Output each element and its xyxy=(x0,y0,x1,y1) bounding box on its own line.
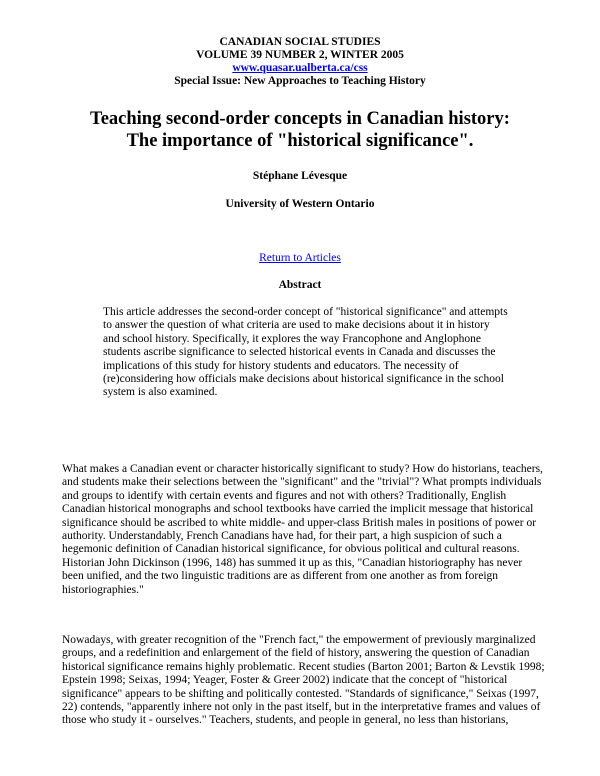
article-title-line2: The importance of "historical significance". xyxy=(126,131,474,151)
journal-url-link[interactable]: www.quasar.ualberta.ca/css xyxy=(232,62,368,74)
journal-volume: VOLUME 39 NUMBER 2, WINTER 2005 xyxy=(196,49,404,61)
abstract-text: This article addresses the second-order concept of "historical significance" and attempts to answer the question of what criteria are used to make decisions about it in history and school history. Specifically, it explores the way Francophone and Anglophone students ascribe significance to selected historical events in Canada and discusses the implications of this study for history students and educators. The necessity of (re)considering how officials make decisions about historical significance in the school system is also examined. xyxy=(103,306,508,399)
abstract-heading: Abstract xyxy=(278,279,322,291)
return-to-articles-link[interactable]: Return to Articles xyxy=(259,252,341,264)
author-name: Stéphane Lévesque xyxy=(252,170,348,182)
journal-masthead xyxy=(0,36,600,88)
body-paragraph-1: What makes a Canadian event or character historically significant to study? How do historians, teachers, and students make their selections between the "significant" and the "trivial"? What prompts individuals and groups to identify with certain events and figures and not with others? Traditionally, English Canadian historical monographs and school textbooks have carried the implicit message that historical significance should be ascribed to white middle- and upper-class British males in positions of power or authority. Understandably, French Canadians have had, for their part, a high suspicion of such a hegemonic definition of Canadian historical significance, for obvious political and cultural reasons. Historian John Dickinson (1996, 148) has summed it up as this, "Canadian historiography has never been unified, and the two linguistic traditions are as different from one another as from foreign historiographies." xyxy=(62,463,543,596)
return-link-container xyxy=(0,252,600,264)
article-title-line1: Teaching second-order concepts in Canadian history: xyxy=(90,109,510,129)
body-paragraph-2: Nowadays, with greater recognition of the "French fact," the empowerment of previously marginalized groups, and a redefinition and enlargement of the field of history, answering the question of Canadian historical significance remains highly problematic. Recent studies (Barton 2001; Barton & Levstik 1998; Epstein 1998; Seixas, 1994; Yeager, Foster & Greer 2002) indicate that the concept of "historical significance" appears to be shifting and politically contested. "Standards of significance," Seixas (1997, 22) contends, "apparently inhere not only in the past itself, but in the interpretative frames and values of those who study it - ourselves." Teachers, students, and people in general, no less than historians, xyxy=(62,634,545,727)
article-title xyxy=(0,108,600,152)
special-issue-label: Special Issue: New Approaches to Teaching History xyxy=(174,75,426,87)
author-affiliation: University of Western Ontario xyxy=(225,198,375,210)
journal-name: CANADIAN SOCIAL STUDIES xyxy=(219,36,381,48)
